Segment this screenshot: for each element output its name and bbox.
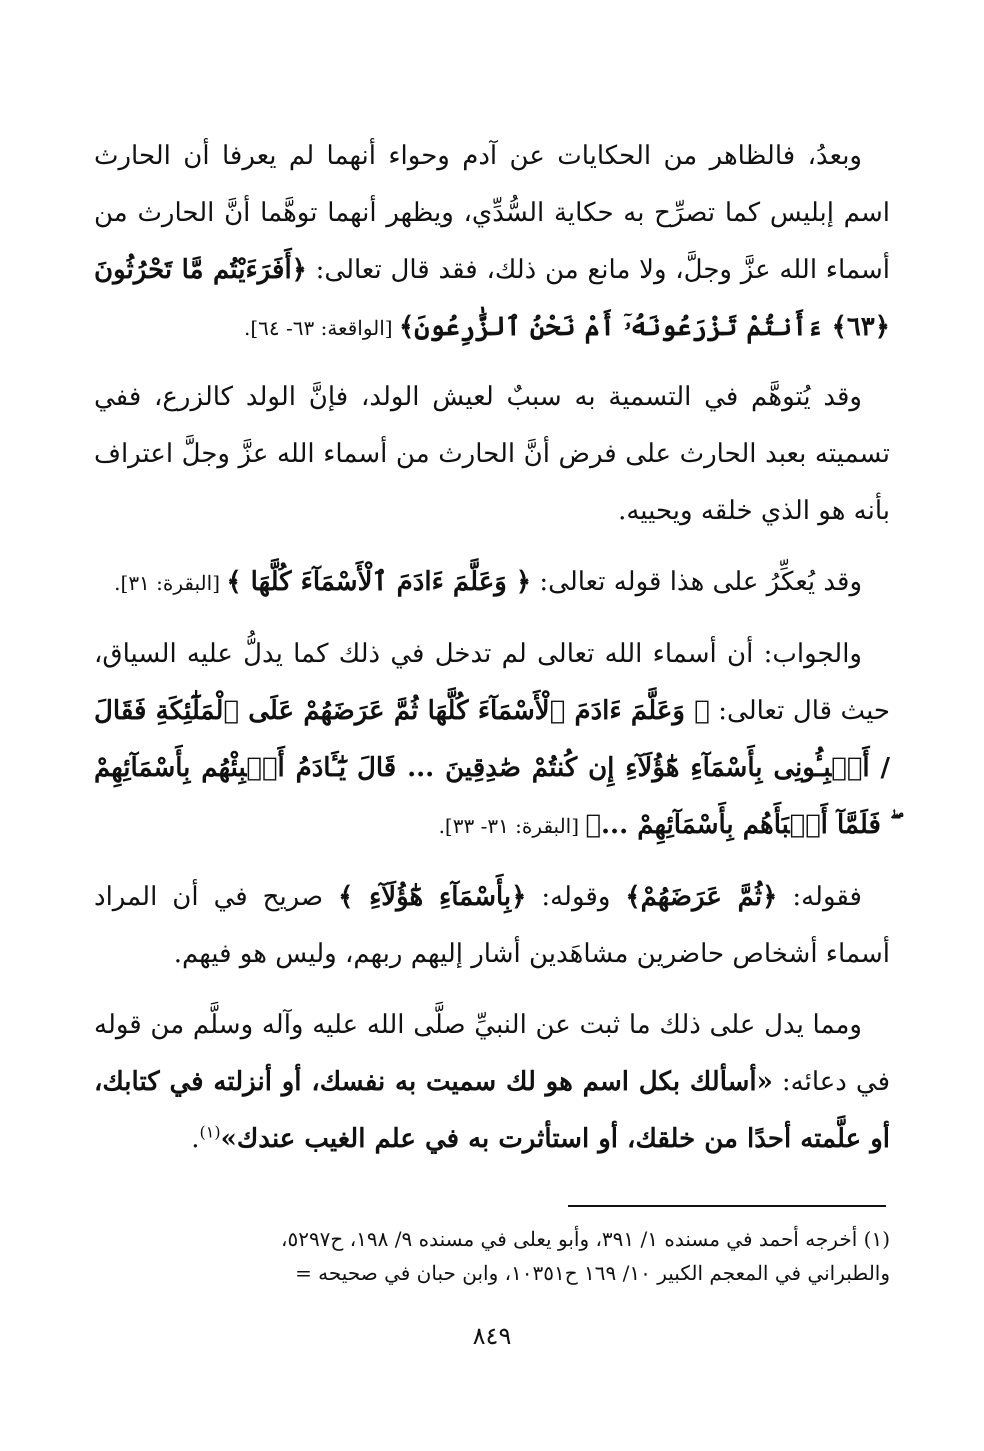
footnote-marker: (١) [199, 1122, 221, 1142]
main-text [94, 128, 890, 1182]
footnote-line: والطبراني في المعجم الكبير ١٠/ ١٦٩ ح١٠٣٥١، وابن حبان في صحيحه = [295, 1261, 890, 1285]
quran-verse: ﴿بِأَسْمَآءِ هَٰٓؤُلَآءِ ﴾ [338, 882, 527, 912]
text-run: وقد يُعكِّرُ على هذا قوله تعالى: [531, 567, 862, 597]
paragraph-6 [94, 997, 890, 1168]
footnote-divider [568, 1205, 886, 1207]
text-run: ومما يدل على ذلك ما ثبت عن النبيِّ صلَّى الله عليه وآله وسلَّم من قوله في دعائه: [94, 1010, 890, 1097]
text-run: وقد يُتوهَّم في التسمية به سببٌ لعيش الولد، فإنَّ الولد كالزرع، ففي تسميته بعبد الحارث على فرض أنَّ الحارث من أسماء الله عزَّ وجلَّ اعتراف بأنه هو الذي خلقه ويحييه. [94, 382, 890, 526]
text-run: صريح في أن المراد أسماء أشخاص حاضرين مشاهَدين أشار إليهم ربهم، وليس هو فيهم. [94, 882, 890, 969]
text-run: فقوله: [777, 882, 862, 912]
verse-reference: [الواقعة: ٦٣- ٦٤]. [243, 316, 399, 340]
paragraph-2 [94, 369, 890, 540]
paragraph-1 [94, 128, 890, 357]
paragraph-4 [94, 626, 890, 855]
verse-reference: [البقرة: ٣١]. [114, 571, 227, 595]
text-run: وبعدُ، فالظاهر من الحكايات عن آدم وحواء أنهما لم يعرفا أن الحارث اسم إبليس كما تصرِّح به حكاية السُّدِّي، ويظهر أنهما توهَّما أنَّ الحارث من أسماء الله عزَّ وجلَّ، ولا مانع من ذلك، فقد قال تعالى: [94, 141, 890, 285]
text-run: . [191, 1124, 200, 1154]
footnote-line: (١) أخرجه أحمد في مسنده ١/ ٣٩١، وأبو يعلى في مسنده ٩/ ١٩٨، ح٥٢٩٧، [280, 1227, 890, 1251]
text-run: وقوله: [526, 882, 626, 912]
footnote [94, 1222, 890, 1290]
verse-reference: [البقرة: ٣١- ٣٣]. [438, 814, 586, 838]
page-number: ٨٤٩ [472, 1322, 512, 1350]
paragraph-3 [94, 554, 890, 612]
hadith-quote: «أسألك بكل اسم هو لك سميت به نفسك، أو أنزلته في كتابك، أو علَّمته أحدًا من خلقك، أو استأثرت به في علم الغيب عندك» [94, 1067, 890, 1154]
text-run: والجواب: أن أسماء الله تعالى لم تدخل في ذلك كما يدلُّ عليه السياق، حيث قال تعالى: [94, 639, 891, 726]
quran-verse: ﴿أَفَرَءَيْتُم مَّا تَحْرُثُونَ ﴿٦٣﴾ ءَأَنتُمْ تَزْرَعُونَهُۥٓ أَمْ نَحْنُ ٱلزَّٰرِعُونَ﴾ [94, 255, 890, 342]
quran-verse: ﴿ وَعَلَّمَ ءَادَمَ ٱلْأَسْمَآءَ كُلَّهَا ﴾ [226, 567, 532, 597]
paragraph-5 [94, 869, 890, 983]
quran-verse: ﴿ وَعَلَّمَ ءَادَمَ ٱلْأَسْمَآءَ كُلَّهَا ثُمَّ عَرَضَهُمْ عَلَى ٱلْمَلَٰٓئِكَةِ فَقَالَ / أَنۢبِـُٔونِى بِأَسْمَآءِ هَٰٓؤُلَآءِ إِن كُنتُمْ صَٰدِقِينَ ... قَالَ يَٰٓـَٔادَمُ أَنۢبِئْهُم بِأَسْمَآئِهِمْ ۖ فَلَمَّآ أَنۢبَأَهُم بِأَسْمَآئِهِمْ ...﴾ [94, 696, 890, 840]
quran-verse: ﴿ثُمَّ عَرَضَهُمْ﴾ [625, 882, 778, 912]
